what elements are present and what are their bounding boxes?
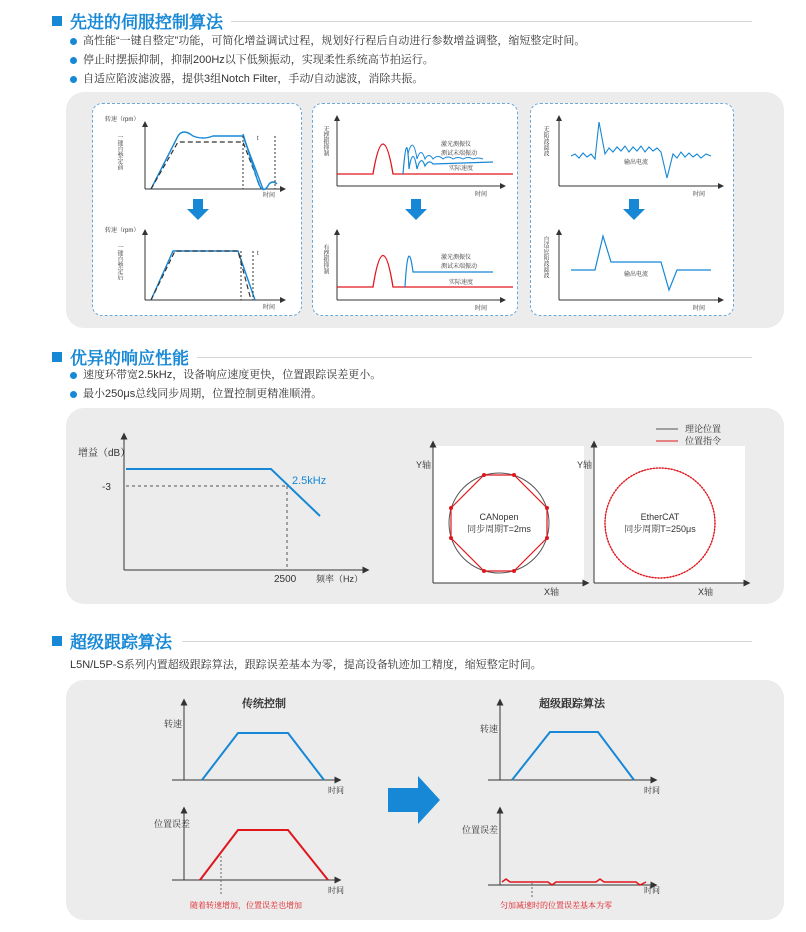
bullet-item: 停止时摆振抑制，抑制200Hz以下低频振动，实现柔性系统高节拍运行。	[70, 51, 585, 70]
bullet-item: 高性能“一键自整定”功能，可简化增益调试过程，规划好行程后自动进行参数增益调整，缩短整定时间。	[70, 32, 585, 51]
traditional-note: 随着转速增加，位置误差也增加	[190, 901, 302, 910]
section-title-text: 超级跟踪算法	[70, 628, 180, 653]
tracking-charts	[66, 680, 784, 920]
y-axis-label: Y轴	[577, 460, 593, 470]
no-notch-label: 无陷波滤波	[542, 126, 548, 156]
canopen-label: CANopen	[479, 512, 519, 522]
section-title-servo	[52, 8, 752, 33]
before-tune-label: 一键自整定前	[116, 134, 122, 170]
tracking-note: 匀加减速时的位置误差基本为零	[500, 901, 612, 910]
speed-axis-label: 转速（rpm）	[105, 117, 140, 123]
laser-label: 激光测振仪	[441, 255, 472, 261]
ethercat-period: 同步周期T=250μs	[624, 524, 696, 534]
legend-theory: 理论位置	[685, 424, 722, 434]
error-profile	[200, 830, 328, 880]
down-arrow-icon	[187, 199, 209, 220]
error-axis-label: 位置误差	[154, 819, 191, 829]
speed-profile	[202, 733, 324, 780]
autotune-chart	[93, 104, 303, 317]
legend-command: 位置指令	[685, 436, 722, 446]
tracking-title: 超级跟踪算法	[539, 698, 605, 710]
bullet-item: 速度环带宽2.5kHz，设备响应速度更快，位置跟踪误差更小。	[70, 366, 381, 385]
ethercat-label: EtherCAT	[640, 512, 680, 522]
time-axis-label: 时间	[263, 305, 276, 311]
gain-curve	[126, 469, 320, 516]
section-marker	[52, 636, 62, 646]
y-axis-label: Y轴	[416, 460, 432, 470]
speed-axis-label: 转速	[164, 719, 183, 729]
actual-speed-label: 实际速度	[449, 280, 474, 286]
bullet-item: 最小250μs总线同步周期，位置控制更精准顺滑。	[70, 385, 381, 404]
response-charts	[66, 408, 784, 604]
time-axis-label: 时间	[328, 786, 344, 795]
x-axis-label: X轴	[544, 587, 560, 597]
notch-chart	[531, 104, 735, 317]
time-axis-label: 时间	[644, 786, 660, 795]
section-marker	[52, 16, 62, 26]
time-axis-label: 时间	[475, 192, 488, 198]
section-title-response	[52, 344, 752, 369]
autotune-diagram	[92, 103, 302, 316]
adaptive-notch-label: 自适应陷波滤波	[542, 236, 548, 278]
section-title-text: 先进的伺服控制算法	[70, 8, 231, 33]
right-arrow-icon	[388, 776, 440, 824]
with-suppression-label: 有摆振抑制	[322, 244, 328, 274]
end-vibration-label: 测试末端振动	[441, 151, 478, 157]
x-axis-label: X轴	[698, 587, 714, 597]
vibration-diagram	[312, 103, 518, 316]
vibration-chart	[313, 104, 519, 317]
time-axis-label: 时间	[693, 306, 706, 312]
speed-axis-label: 转速（rpm）	[105, 228, 140, 234]
section-marker	[52, 352, 62, 362]
time-axis-label: 时间	[475, 306, 488, 312]
tracking-description: L5N/L5P-S系列内置超级跟踪算法，跟踪误差基本为零，提高设备轨迹加工精度，缩短整定时间。	[70, 659, 542, 671]
servo-bullets	[70, 32, 585, 89]
response-bullets	[70, 366, 381, 404]
time-axis-label: 时间	[693, 192, 706, 198]
bullet-item: 自适应陷波滤波器，提供3组Notch Filter，手动/自动滤波，消除共振。	[70, 70, 585, 89]
bandwidth-label: 2.5kHz	[292, 475, 327, 487]
actual-speed-label: 实际速度	[449, 166, 474, 172]
time-axis-label: 时间	[263, 193, 276, 199]
tracking-panel	[66, 680, 784, 920]
error-profile	[502, 879, 646, 885]
notch-diagram	[530, 103, 734, 316]
speed-profile	[512, 732, 634, 780]
current-label: 输出电流	[624, 272, 649, 278]
laser-label: 激光测振仪	[441, 142, 472, 148]
no-suppression-label: 无摆振抑制	[322, 126, 328, 156]
t-label: t	[257, 136, 259, 142]
end-vibration-label: 测试末端振动	[441, 264, 478, 270]
speed-axis-label: 转速	[480, 724, 499, 734]
time-axis-label: 时间	[328, 886, 344, 895]
error-axis-label: 位置误差	[462, 825, 499, 835]
t-label: t	[257, 251, 259, 257]
traditional-title: 传统控制	[242, 698, 286, 710]
down-arrow-icon	[623, 199, 645, 220]
gain-tick: -3	[102, 482, 111, 493]
after-tune-label: 一键自整定后	[116, 244, 122, 280]
response-panel	[66, 408, 784, 604]
freq-tick: 2500	[274, 574, 297, 585]
freq-axis-label: 频率（Hz）	[316, 574, 363, 584]
current-label: 输出电流	[624, 160, 649, 166]
gain-axis-label: 增益（dB）	[78, 448, 131, 459]
time-axis-label: 时间	[644, 886, 660, 895]
down-arrow-icon	[405, 199, 427, 220]
section-title-tracking	[52, 628, 752, 653]
canopen-period: 同步周期T=2ms	[467, 524, 531, 534]
section-title-text: 优异的响应性能	[70, 344, 197, 369]
